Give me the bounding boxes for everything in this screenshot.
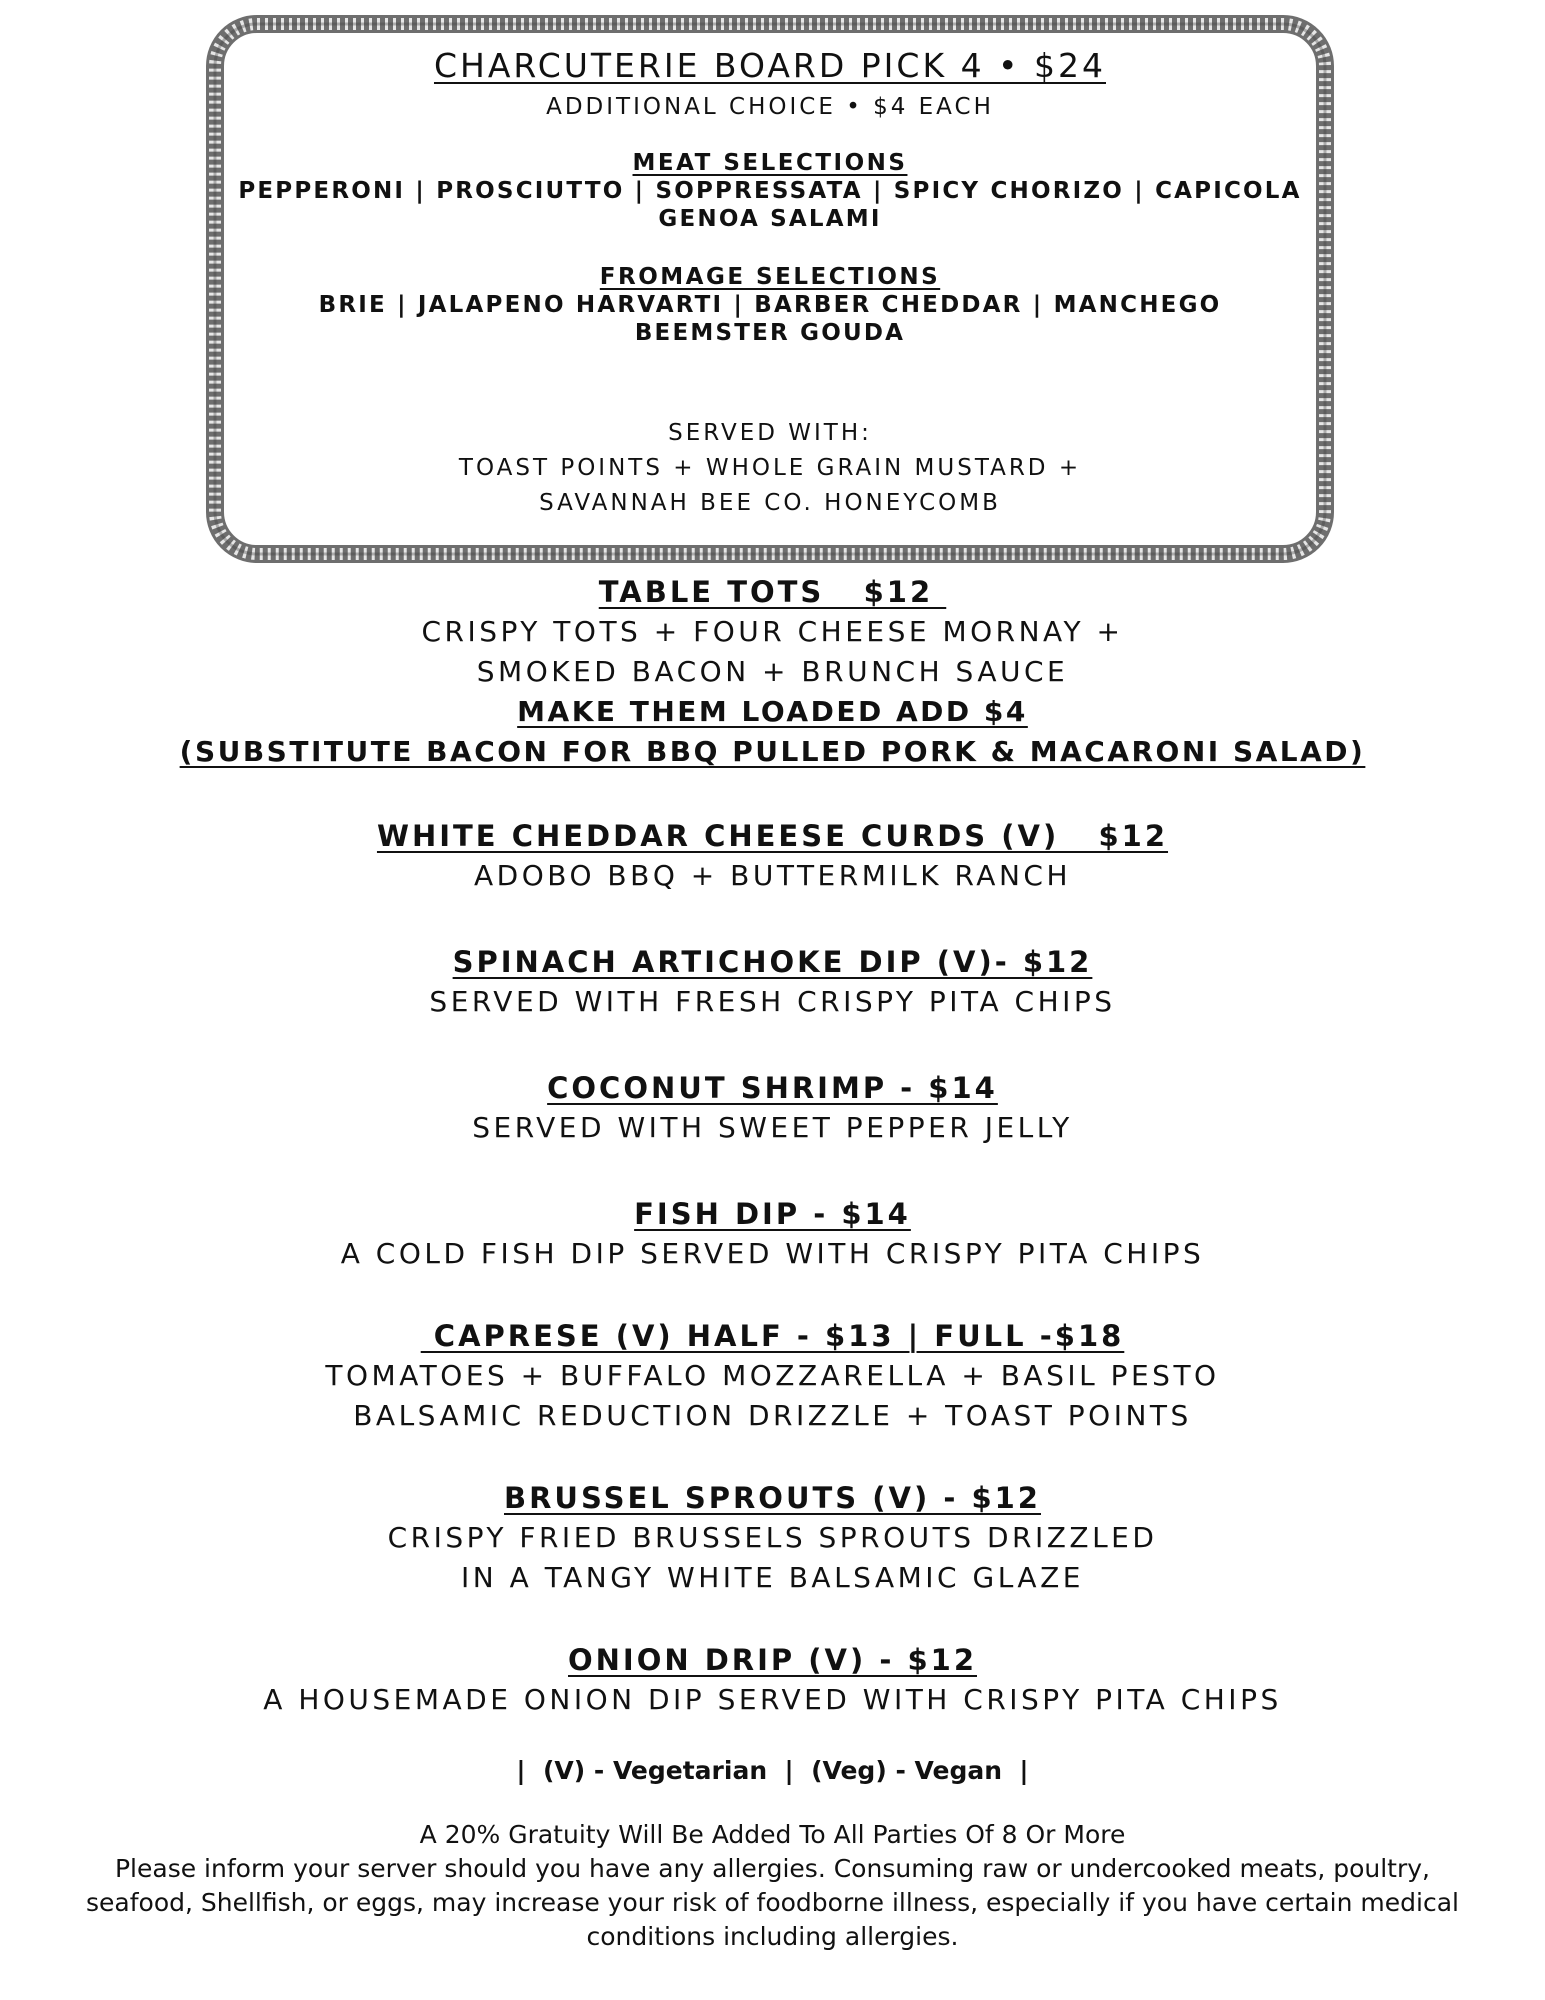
charcuterie-subtitle: ADDITIONAL CHOICE • $4 EACH xyxy=(546,94,994,120)
fromage-selections-heading: FROMAGE SELECTIONS xyxy=(599,264,941,290)
item-description-line: SERVED WITH FRESH CRISPY PITA CHIPS xyxy=(429,985,1116,1018)
menu-item-table-tots xyxy=(0,572,1545,772)
dietary-legend: | (V) - Vegetarian | (Veg) - Vegan | xyxy=(516,1756,1029,1785)
gratuity-notice: A 20% Gratuity Will Be Added To All Parties Of 8 Or More xyxy=(419,1820,1126,1849)
item-title: CAPRESE (V) HALF - $13 | FULL -$18 xyxy=(420,1319,1125,1353)
item-title: ONION DRIP (V) - $12 xyxy=(568,1643,977,1677)
item-title: BRUSSEL SPROUTS (V) - $12 xyxy=(504,1481,1041,1515)
item-description-line: A HOUSEMADE ONION DIP SERVED WITH CRISPY PITA CHIPS xyxy=(263,1683,1282,1716)
menu-item-caprese xyxy=(0,1316,1545,1436)
item-description-line: CRISPY TOTS + FOUR CHEESE MORNAY + xyxy=(421,615,1124,648)
charcuterie-board-section xyxy=(225,36,1315,546)
menu-item-fish-dip xyxy=(0,1194,1545,1274)
meat-selections-heading: MEAT SELECTIONS xyxy=(632,150,908,176)
item-description-line: ADOBO BBQ + BUTTERMILK RANCH xyxy=(474,859,1071,892)
item-title: FISH DIP - $14 xyxy=(634,1197,911,1231)
item-description-line: SERVED WITH SWEET PEPPER JELLY xyxy=(472,1111,1073,1144)
served-with-line-1: TOAST POINTS + WHOLE GRAIN MUSTARD + xyxy=(458,455,1082,481)
item-addon-line: MAKE THEM LOADED ADD $4 xyxy=(517,695,1028,728)
fromage-selections-line-1: BRIE | JALAPENO HARVARTI | BARBER CHEDDAR | MANCHEGO xyxy=(318,292,1222,318)
menu-item-cheese-curds xyxy=(0,816,1545,896)
item-description-line: BALSAMIC REDUCTION DRIZZLE + TOAST POINTS xyxy=(353,1399,1192,1432)
item-addon-line: (SUBSTITUTE BACON FOR BBQ PULLED PORK & MACARONI SALAD) xyxy=(179,735,1366,768)
item-title: SPINACH ARTICHOKE DIP (V)- $12 xyxy=(452,945,1093,979)
item-description-line: CRISPY FRIED BRUSSELS SPROUTS DRIZZLED xyxy=(387,1521,1158,1554)
item-description-line: TOMATOES + BUFFALO MOZZARELLA + BASIL PESTO xyxy=(325,1359,1220,1392)
fromage-selections-line-2: BEEMSTER GOUDA xyxy=(634,320,906,346)
meat-selections-line-1: PEPPERONI | PROSCIUTTO | SOPPRESSATA | SPICY CHORIZO | CAPICOLA xyxy=(238,178,1302,204)
menu-item-onion-drip xyxy=(0,1640,1545,1720)
menu-item-coconut-shrimp xyxy=(0,1068,1545,1148)
item-title: TABLE TOTS $12 xyxy=(598,575,947,609)
served-with-heading: SERVED WITH: xyxy=(668,420,872,446)
item-description-line: IN A TANGY WHITE BALSAMIC GLAZE xyxy=(461,1561,1084,1594)
menu-item-brussel-sprouts xyxy=(0,1478,1545,1598)
item-description-line: SMOKED BACON + BRUNCH SAUCE xyxy=(476,655,1069,688)
item-title: COCONUT SHRIMP - $14 xyxy=(547,1071,998,1105)
meat-selections-line-2: GENOA SALAMI xyxy=(658,206,882,232)
served-with-line-2: SAVANNAH BEE CO. HONEYCOMB xyxy=(539,490,1001,516)
menu-item-spinach-artichoke-dip xyxy=(0,942,1545,1022)
item-title: WHITE CHEDDAR CHEESE CURDS (V) $12 xyxy=(376,819,1169,853)
footer-notice xyxy=(60,1818,1485,1954)
item-description-line: A COLD FISH DIP SERVED WITH CRISPY PITA CHIPS xyxy=(340,1237,1205,1270)
charcuterie-title: CHARCUTERIE BOARD PICK 4 • $24 xyxy=(433,46,1106,85)
allergy-notice: Please inform your server should you have any allergies. Consuming raw or undercooked meats, poultry, seafood, Shellfish, or eggs, may increase your risk of foodborne illness, especially if you have certain medical conditions including allergies. xyxy=(86,1854,1459,1951)
